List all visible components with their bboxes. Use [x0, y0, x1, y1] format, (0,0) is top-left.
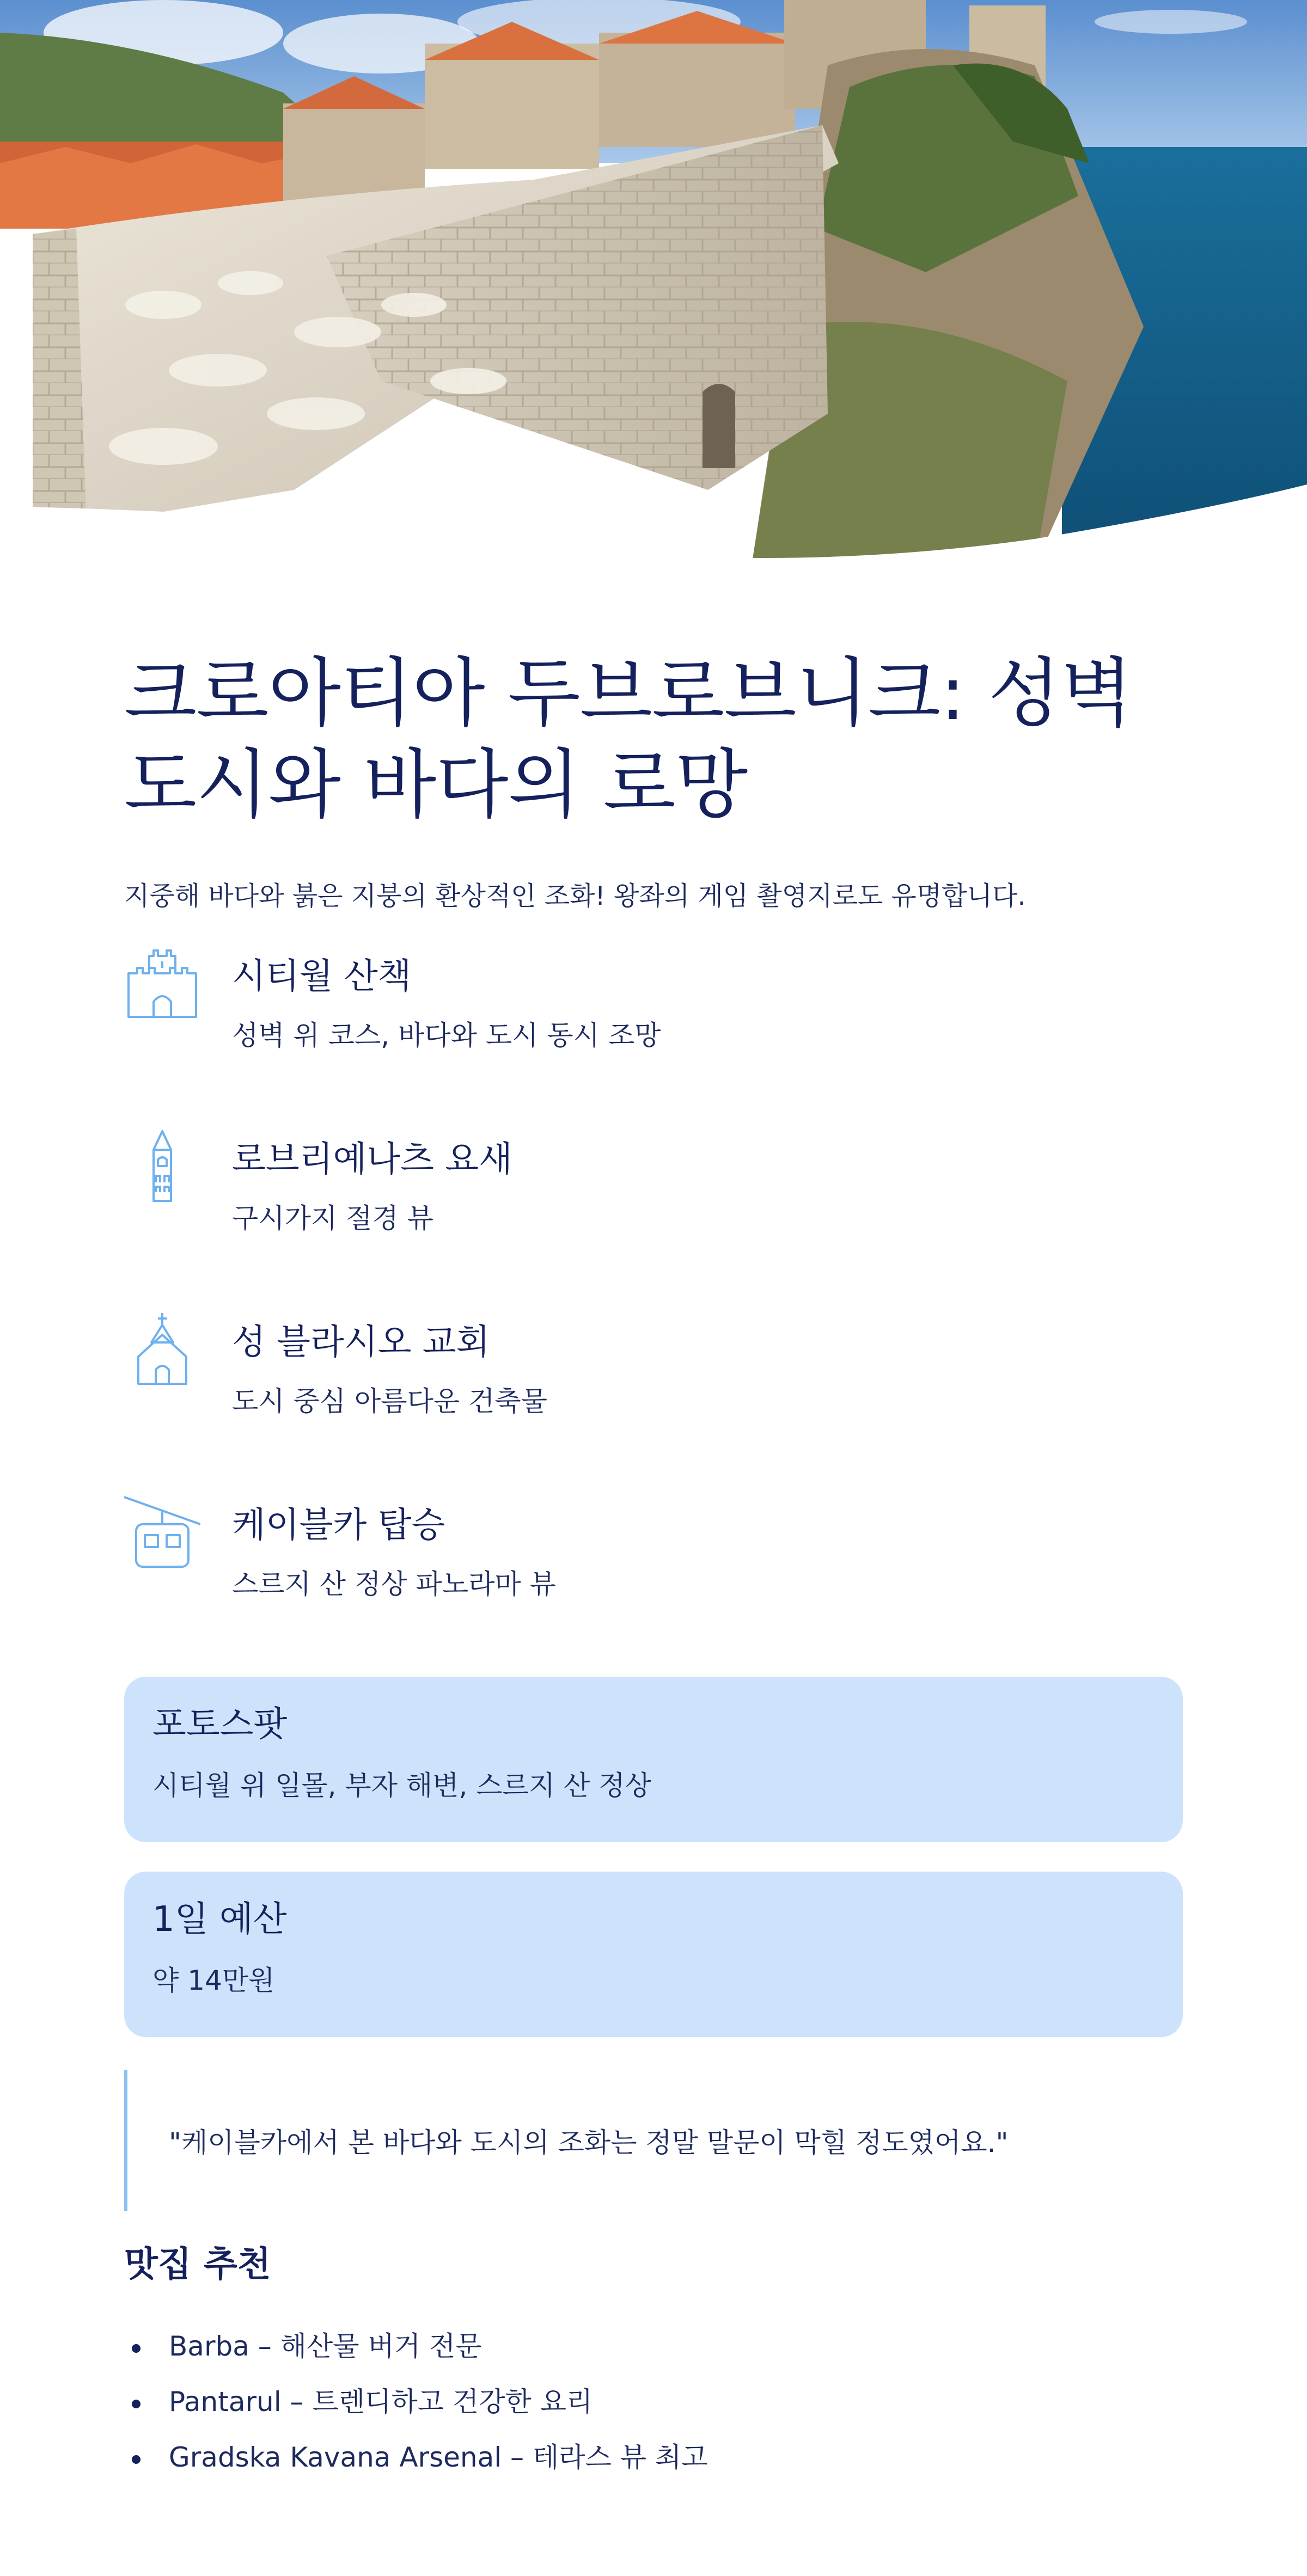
- card-value: 시티월 위 일몰, 부자 해변, 스르지 산 정상: [152, 1770, 651, 1801]
- feature-item: [124, 1128, 1183, 1311]
- feature-item: [124, 1494, 1183, 1677]
- tower-icon: [124, 1128, 200, 1204]
- list-item: Gradska Kavana Arsenal – 테라스 뷰 최고: [124, 2440, 1183, 2495]
- feature-item: [124, 945, 1183, 1128]
- restaurant-list: [124, 2329, 1183, 2495]
- quote-text: "케이블카에서 본 바다와 도시의 조화는 정말 말문이 막힐 정도였어요.": [169, 2127, 1009, 2158]
- restaurants-title: 맛집 추천: [124, 2244, 271, 2285]
- church-icon: [124, 1311, 200, 1387]
- article-intro: 지중해 바다와 붉은 지붕의 환상적인 조화! 왕좌의 게임 촬영지로도 유명합니다.: [124, 881, 1026, 911]
- testimonial-quote: [124, 2070, 1183, 2211]
- list-item: Pantarul – 트렌디하고 건강한 요리: [124, 2384, 1183, 2440]
- card-title: 1일 예산: [152, 1899, 287, 1940]
- article: [124, 648, 1183, 2495]
- feature-description: 구시가지 절경 뷰: [232, 1203, 433, 1234]
- cable-car-icon: [124, 1494, 200, 1570]
- feature-title: 성 블라시오 교회: [232, 1322, 490, 1363]
- feature-title: 시티월 산책: [232, 956, 412, 997]
- feature-description: 성벽 위 코스, 바다와 도시 동시 조망: [232, 1020, 661, 1051]
- card-value: 약 14만원: [152, 1965, 275, 1996]
- hero-image: [0, 0, 1307, 566]
- feature-item: [124, 1311, 1183, 1494]
- feature-description: 도시 중심 아름다운 건축물: [232, 1385, 547, 1417]
- feature-title: 케이블카 탑승: [232, 1505, 445, 1545]
- feature-list: [124, 945, 1183, 1677]
- feature-description: 스르지 산 정상 파노라마 뷰: [232, 1568, 556, 1600]
- list-item: Barba – 해산물 버거 전문: [124, 2329, 1183, 2384]
- page-title: 크로아티아 두브로브니크: 성벽 도시와 바다의 로망: [124, 649, 1133, 829]
- castle-icon: [124, 945, 200, 1021]
- budget-card: [124, 1872, 1183, 2037]
- dubrovnik-walls-illustration: [0, 0, 1307, 566]
- photo-spot-card: [124, 1677, 1183, 1842]
- feature-title: 로브리예나츠 요새: [232, 1139, 512, 1180]
- card-title: 포토스팟: [152, 1704, 288, 1745]
